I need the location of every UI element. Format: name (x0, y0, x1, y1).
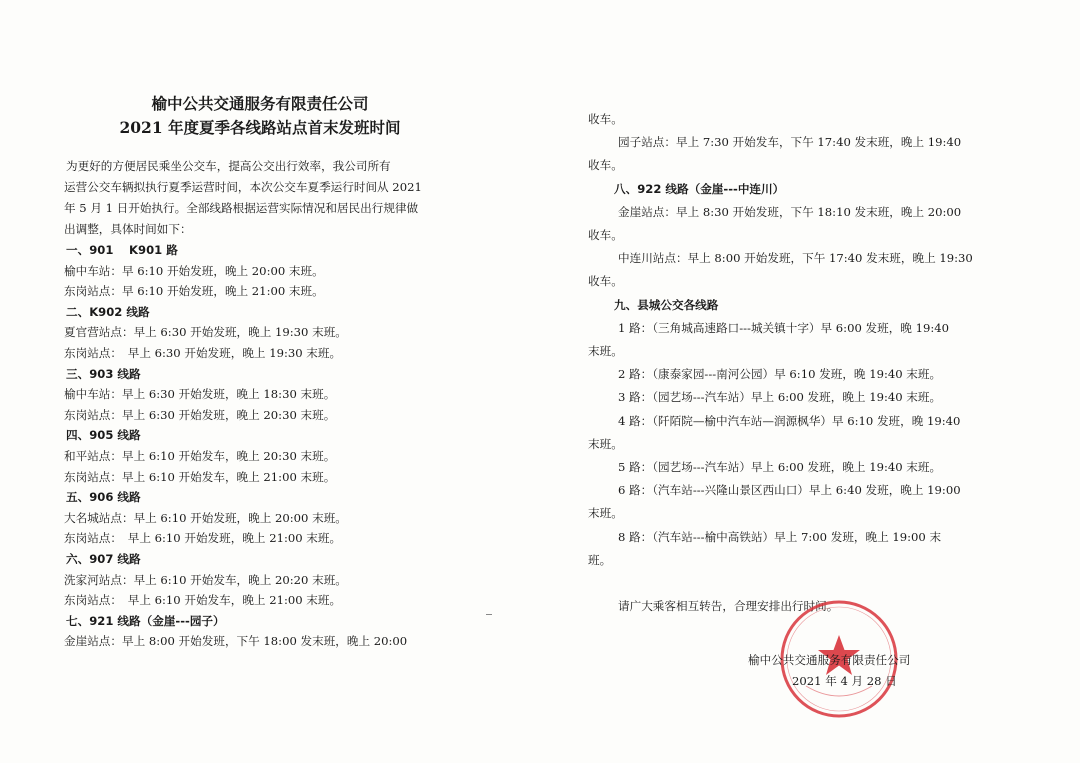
section-heading: 二、K902 线路 (66, 304, 150, 319)
intro-line: 出调整，具体时间如下： (64, 222, 192, 236)
schedule-line: 班。 (588, 552, 612, 567)
schedule-line: 末班。 (588, 344, 623, 358)
schedule-line: 夏官营站点：早上 6:30 开始发班，晚上 19:30 末班。 (64, 325, 347, 340)
schedule-line: 榆中车站：早上 6:30 开始发班，晚上 18:30 末班。 (64, 387, 336, 402)
stray-mark (486, 614, 492, 615)
schedule-line: 请广大乘客相互转告，合理安排出行时间。 (618, 599, 839, 614)
schedule-line: 东岗站点： 早上 6:10 开始发车，晚上 21:00 末班。 (64, 593, 342, 608)
schedule-line: 6 路：（汽车站---兴隆山景区西山口）早上 6:40 发班，晚上 19:00 (618, 483, 961, 498)
schedule-line: 末班。 (588, 436, 623, 451)
section-heading: 五、906 线路 (66, 490, 141, 505)
section-heading: 四、905 线路 (66, 428, 141, 443)
schedule-line: 收车。 (588, 228, 623, 242)
section-heading: 八、922 线路（金崖---中连川） (614, 181, 785, 196)
section-heading: 七、921 线路（金崖---园子） (66, 613, 225, 628)
document-subtitle: 2021 年度夏季各线路站点首末发班时间 (119, 118, 401, 137)
section-heading: 三、903 线路 (66, 366, 141, 381)
schedule-line: 东岗站点： 早上 6:10 开始发班，晚上 21:00 末班。 (64, 531, 342, 546)
schedule-line: 东岗站点：早上 6:10 开始发车，晚上 21:00 末班。 (64, 469, 336, 484)
schedule-line: 金崖站点：早上 8:30 开始发班，下午 18:10 发末班，晚上 20:00 (618, 204, 962, 219)
section-heading: 一、901 K901 路 (66, 243, 178, 257)
schedule-line: 中连川站点：早上 8:00 开始发班，下午 17:40 发末班，晚上 19:30 (618, 251, 973, 266)
schedule-line: 大名城站点：早上 6:10 开始发班，晚上 20:00 末班。 (64, 510, 347, 525)
schedule-line: 金崖站点：早上 8:00 开始发班，下午 18:00 发末班，晚上 20:00 (64, 634, 408, 649)
schedule-line: 4 路：（阡陌院—榆中汽车站—润源枫华）早 6:10 发班，晚 19:40 (618, 413, 961, 428)
schedule-line: 榆中车站：早 6:10 开始发班，晚上 20:00 末班。 (64, 263, 324, 278)
intro-line: 运营公交车辆拟执行夏季运营时间，本次公交车夏季运行时间从 2021 (64, 180, 422, 194)
schedule-line: 8 路：（汽车站---榆中高铁站）早上 7:00 发班，晚上 19:00 末 (618, 529, 942, 544)
schedule-line: 2 路：（康泰家园---南河公园）早 6:10 发班，晚 19:40 末班。 (618, 367, 942, 382)
section-heading: 九、县城公交各线路 (614, 297, 719, 312)
signature-company: 榆中公共交通服务有限责任公司 (748, 653, 911, 667)
schedule-line: 1 路：（三角城高速路口---城关镇十字）早 6:00 发班，晚 19:40 (618, 320, 949, 335)
schedule-line: 末班。 (588, 506, 623, 521)
schedule-line: 园子站点：早上 7:30 开始发车，下午 17:40 发末班，晚上 19:40 (618, 135, 962, 150)
schedule-line: 收车。 (588, 112, 623, 126)
schedule-line: 东岗站点：早上 6:30 开始发班，晚上 20:30 末班。 (64, 407, 336, 422)
intro-line: 年 5 月 1 日开始执行。全部线路根据运营实际情况和居民出行规律做 (64, 201, 419, 215)
schedule-line: 收车。 (588, 274, 623, 289)
schedule-line: 东岗站点：早 6:10 开始发班，晚上 21:00 末班。 (64, 284, 324, 299)
intro-line: 为更好的方便居民乘坐公交车，提高公交出行效率，我公司所有 (66, 159, 391, 173)
document-title: 榆中公共交通服务有限责任公司 (151, 94, 369, 113)
schedule-line: 和平站点：早上 6:10 开始发车，晚上 20:30 末班。 (64, 449, 336, 463)
schedule-line: 洗家河站点：早上 6:10 开始发车，晚上 20:20 末班。 (64, 572, 347, 587)
schedule-line: 收车。 (588, 158, 623, 173)
schedule-line: 5 路：（园艺场---汽车站）早上 6:00 发班，晚上 19:40 末班。 (618, 460, 942, 474)
schedule-line: 3 路：（园艺场---汽车站）早上 6:00 发班，晚上 19:40 末班。 (618, 390, 942, 405)
signature-date: 2021 年 4 月 28 日 (792, 674, 897, 688)
section-heading: 六、907 线路 (66, 552, 141, 566)
schedule-line: 东岗站点： 早上 6:30 开始发班，晚上 19:30 末班。 (64, 346, 342, 360)
